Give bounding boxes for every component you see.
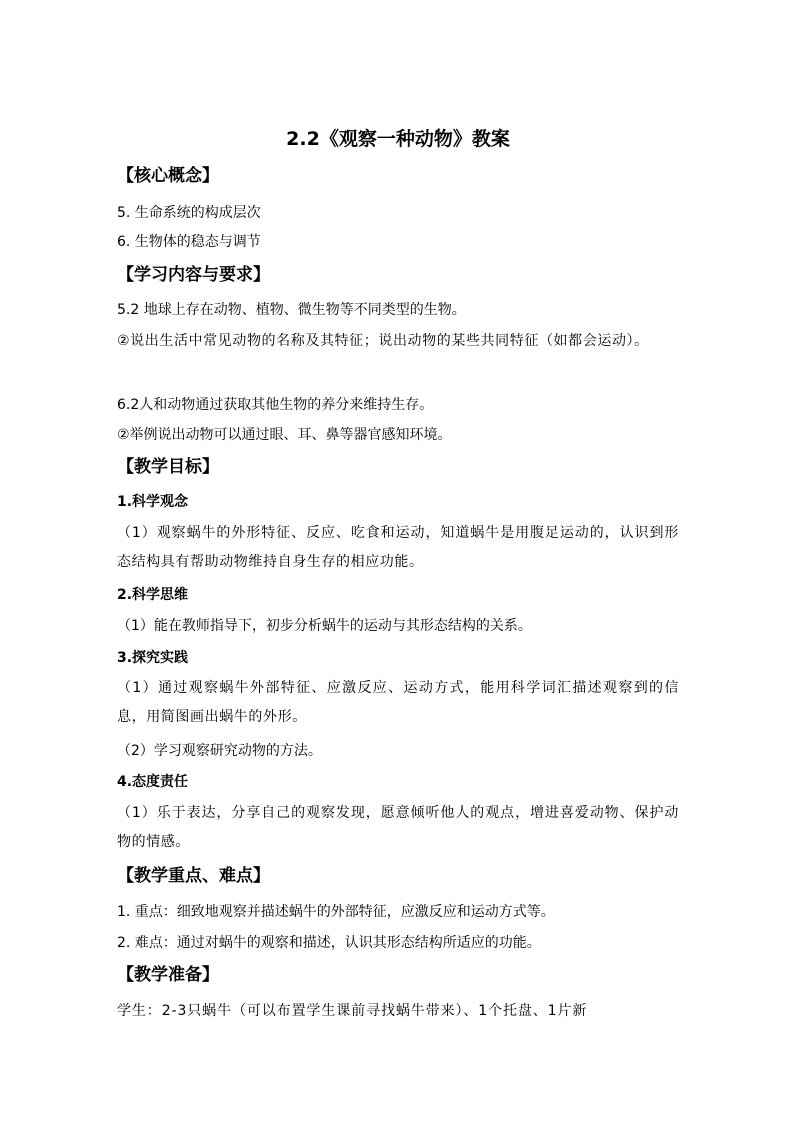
goal-paragraph: （1）观察蜗牛的外形特征、反应、吃食和运动，知道蜗牛是用腹足运动的，认识到形态结构具有帮助动物维持自身生存的相应功能。 bbox=[117, 525, 679, 570]
goal-paragraph: （2）学习观察研究动物的方法。 bbox=[117, 743, 322, 759]
core-concept-heading: 【核心概念】 bbox=[117, 166, 219, 186]
core-concept-item: 5. 生命系统的构成层次 bbox=[117, 205, 261, 221]
goal-subheading: 2.科学思维 bbox=[117, 587, 189, 603]
learning-content-paragraph: ②说出生活中常见动物的名称及其特征；说出动物的某些共同特征（如都会运动）。 bbox=[117, 333, 649, 349]
learning-content-heading: 【学习内容与要求】 bbox=[117, 265, 270, 285]
key-point-item: 1. 重点：细致地观察并描述蜗牛的外部特征，应激反应和运动方式等。 bbox=[117, 904, 555, 920]
goal-subheading: 1.科学观念 bbox=[117, 494, 189, 510]
goal-paragraph: （1）能在教师指导下，初步分析蜗牛的运动与其形态结构的关系。 bbox=[117, 618, 532, 634]
learning-content-paragraph: 6.2人和动物通过获取其他生物的养分来维持生存。 bbox=[117, 397, 434, 413]
teaching-prep-paragraph: 学生：2-3只蜗牛（可以布置学生课前寻找蜗牛带来）、1个托盘、1片新 bbox=[117, 1003, 588, 1019]
teaching-prep-heading: 【教学准备】 bbox=[117, 965, 219, 985]
learning-content-paragraph: ②举例说出动物可以通过眼、耳、鼻等器官感知环境。 bbox=[117, 427, 452, 443]
learning-content-paragraph: 5.2 地球上存在动物、植物、微生物等不同类型的生物。 bbox=[117, 302, 466, 318]
goal-paragraph: （1）乐于表达，分享自己的观察发现，愿意倾听他人的观点，增进喜爱动物、保护动物的情感。 bbox=[117, 805, 679, 850]
key-points-heading: 【教学重点、难点】 bbox=[117, 866, 270, 886]
goal-paragraph: （1）通过观察蜗牛外部特征、应激反应、运动方式，能用科学词汇描述观察到的信息，用简图画出蜗牛的外形。 bbox=[117, 680, 679, 725]
key-point-item: 2. 难点：通过对蜗牛的观察和描述，认识其形态结构所适应的功能。 bbox=[117, 935, 541, 951]
core-concept-item: 6. 生物体的稳态与调节 bbox=[117, 234, 261, 250]
goal-subheading: 4.态度责任 bbox=[117, 774, 189, 790]
document-page bbox=[117, 0, 679, 1123]
document-title: 2.2《观察一种动物》教案 bbox=[286, 128, 510, 150]
teaching-goals-heading: 【教学目标】 bbox=[117, 457, 219, 477]
goal-subheading: 3.探究实践 bbox=[117, 650, 189, 666]
